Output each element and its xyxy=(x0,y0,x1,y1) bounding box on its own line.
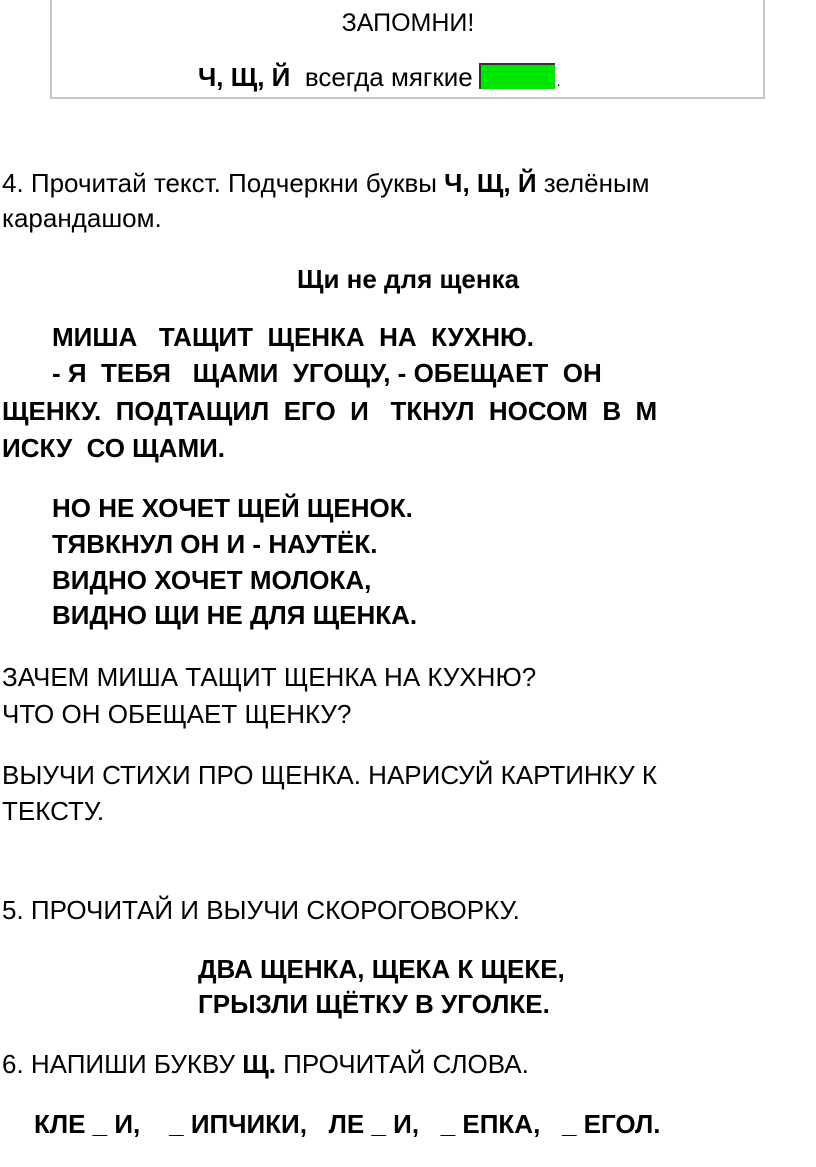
poem-line: ВИДНО ЩИ НЕ ДЛЯ ЩЕНКА. xyxy=(52,600,418,630)
tongue-twister-line: ГРЫЗЛИ ЩЁТКУ В УГОЛКЕ. xyxy=(198,989,550,1019)
question: ЧТО ОН ОБЕЩАЕТ ЩЕНКУ? xyxy=(2,699,352,729)
learn-instruction: ВЫУЧИ СТИХИ ПРО ЩЕНКА. НАРИСУЙ КАРТИНКУ К xyxy=(2,760,658,790)
story-line: МИША ТАЩИТ ЩЕНКА НА КУХНЮ. xyxy=(52,322,535,352)
poem-line: ТЯВКНУЛ ОН И - НАУТЁК. xyxy=(52,529,378,559)
rule-text: всегда мягкие xyxy=(304,62,473,92)
rule-title: ЗАПОМНИ! xyxy=(341,9,475,37)
task6-heading xyxy=(2,1047,529,1081)
task6-heading-letter: Щ. xyxy=(242,1049,276,1079)
task6-heading-suffix: ПРОЧИТАЙ СЛОВА. xyxy=(275,1049,529,1079)
poem-line: ВИДНО ХОЧЕТ МОЛОКА, xyxy=(52,565,372,595)
fill-in-words: КЛЕ _ И, _ ИПЧИКИ, ЛЕ _ И, _ ЕПКА, _ ЕГОЛ. xyxy=(34,1109,661,1139)
rule-line xyxy=(198,62,561,93)
learn-instruction: ТЕКСТУ. xyxy=(2,796,105,826)
rule-dot: . xyxy=(556,73,561,89)
task4-instruction-line2: карандашом. xyxy=(2,203,162,233)
task5-heading: 5. ПРОЧИТАЙ И ВЫУЧИ СКОРОГОВОРКУ. xyxy=(2,895,520,925)
task4-instruction-letters: Ч, Щ, Й xyxy=(444,168,537,198)
poem-line: НО НЕ ХОЧЕТ ЩЕЙ ЩЕНОК. xyxy=(52,493,413,523)
task4-instruction-suffix: зелёным xyxy=(536,168,650,198)
green-color-swatch xyxy=(479,63,555,89)
task6-heading-prefix: 6. НАПИШИ БУКВУ xyxy=(2,1049,243,1079)
story-line: ИСКУ СО ЩАМИ. xyxy=(2,433,226,463)
rule-letters: Ч, Щ, Й xyxy=(198,62,291,92)
task4-instruction xyxy=(2,166,650,200)
task4-instruction-prefix: 4. Прочитай текст. Подчеркни буквы xyxy=(2,168,445,198)
poem-title: Щи не для щенка xyxy=(296,264,520,294)
story-line: - Я ТЕБЯ ЩАМИ УГОЩУ, - ОБЕЩАЕТ ОН xyxy=(52,358,602,388)
story-line: ЩЕНКУ. ПОДТАЩИЛ ЕГО И ТКНУЛ НОСОМ В М xyxy=(2,396,658,426)
question: ЗАЧЕМ МИША ТАЩИТ ЩЕНКА НА КУХНЮ? xyxy=(2,662,537,692)
tongue-twister-line: ДВА ЩЕНКА, ЩЕКА К ЩЕКЕ, xyxy=(198,954,565,984)
